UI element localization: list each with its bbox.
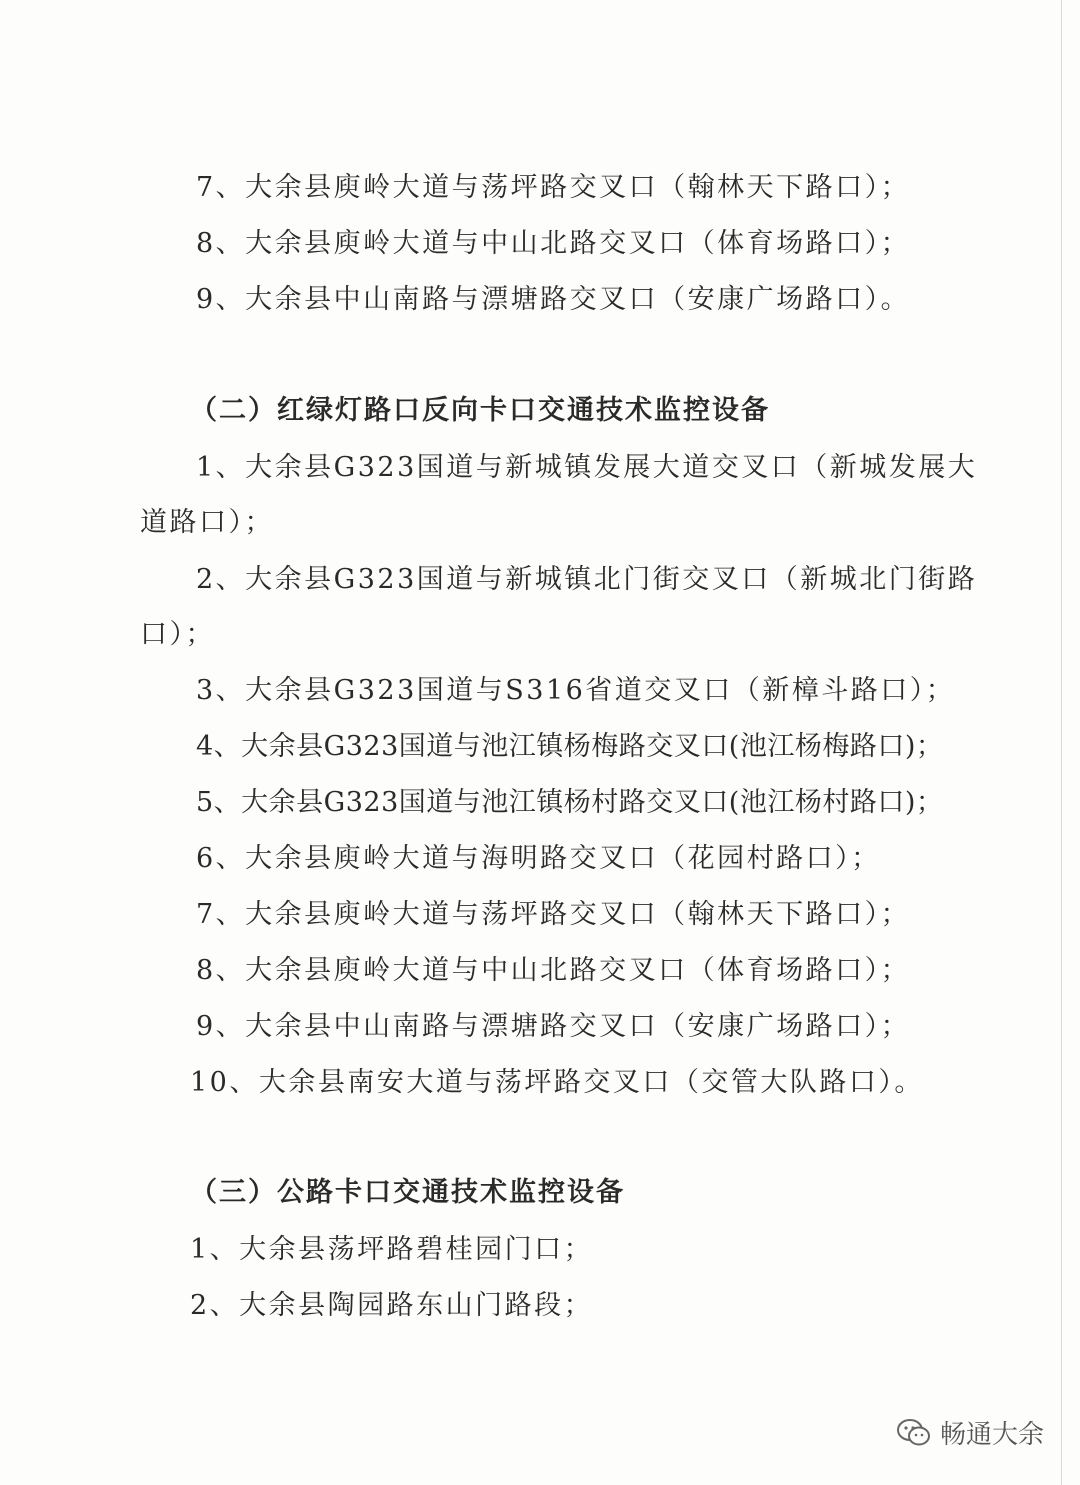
list-item: 10、大余县南安大道与荡坪路交叉口（交管大队路口）。: [190, 1067, 924, 1098]
list-item: 2、大余县G323国道与新城镇北门街交叉口（新城北门街路: [196, 564, 978, 595]
list-item-continuation: 道路口）；: [140, 507, 274, 538]
list-item: 9、大余县中山南路与漂塘路交叉口（安康广场路口）。: [196, 284, 911, 315]
list-item: 4、大余县G323国道与池江镇杨梅路交叉口(池江杨梅路口)；: [196, 731, 944, 762]
section-heading: （三）公路卡口交通技术监控设备: [190, 1177, 625, 1208]
watermark-text: 畅通大余: [939, 1420, 1044, 1450]
list-item: 1、大余县荡坪路碧桂园门口；: [190, 1234, 594, 1265]
list-item: 6、大余县庾岭大道与海明路交叉口（花园村路口）；: [196, 843, 881, 874]
section-heading: （二）红绿灯路口反向卡口交通技术监控设备: [190, 395, 770, 426]
wechat-icon: [896, 1418, 932, 1448]
list-item: 5、大余县G323国道与池江镇杨村路交叉口(池江杨村路口)；: [196, 787, 944, 818]
list-item: 7、大余县庾岭大道与荡坪路交叉口（翰林天下路口）；: [196, 899, 911, 930]
wechat-watermark: [896, 1414, 1044, 1451]
list-item: 1、大余县G323国道与新城镇发展大道交叉口（新城发展大: [196, 452, 978, 483]
list-item: 2、大余县陶园路东山门路段；: [190, 1290, 594, 1321]
list-item: 8、大余县庾岭大道与中山北路交叉口（体育场路口）；: [196, 228, 911, 259]
list-item: 3、大余县G323国道与S316省道交叉口（新樟斗路口）；: [196, 675, 956, 706]
list-item: 9、大余县中山南路与漂塘路交叉口（安康广场路口）；: [196, 1011, 911, 1042]
scan-edge-line: [1061, 0, 1062, 1485]
list-item-continuation: 口）；: [140, 619, 215, 650]
list-item: 8、大余县庾岭大道与中山北路交叉口（体育场路口）；: [196, 955, 911, 986]
list-item: 7、大余县庾岭大道与荡坪路交叉口（翰林天下路口）；: [196, 172, 911, 203]
